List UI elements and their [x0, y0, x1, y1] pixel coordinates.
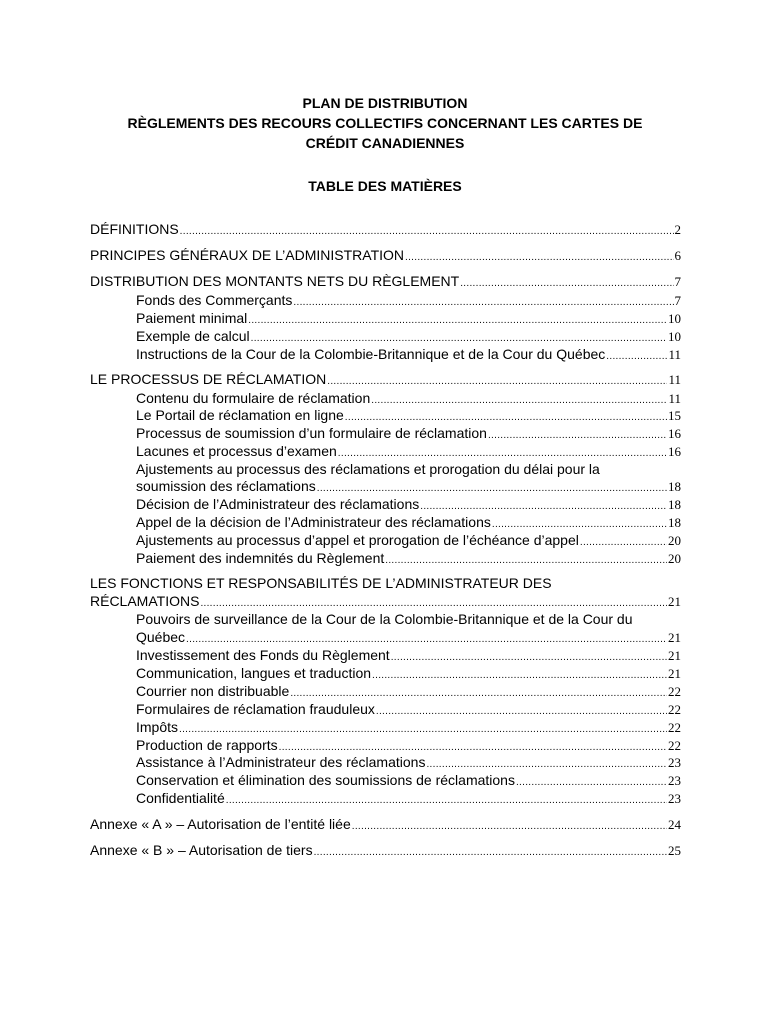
toc-entry-title: Communication, langues et traduction: [136, 665, 372, 681]
toc-entry-title: soumission des réclamations: [136, 478, 316, 494]
toc-entry-annexe-b[interactable]: [90, 841, 681, 862]
toc-page-number: 22: [668, 702, 681, 717]
dot-leader: [180, 223, 674, 241]
toc-entry-title: Fonds des Commerçants: [136, 292, 293, 308]
toc-page-number: 16: [668, 426, 681, 441]
toc-page-number: 25: [668, 843, 681, 858]
toc-subentry[interactable]: [136, 549, 681, 570]
toc-entry-title: Confidentialité: [136, 790, 225, 806]
toc-entry-title: Appel de la décision de l’Administrateur des réclamations: [136, 514, 491, 530]
toc-page-number: 22: [668, 684, 681, 699]
toc-page-number: 22: [668, 738, 681, 753]
toc-page-number: 21: [668, 594, 681, 609]
toc-page-number: 21: [668, 648, 681, 663]
document-title: PLAN DE DISTRIBUTION: [302, 95, 468, 111]
toc-entry-title: Ajustements au processus d’appel et prorogation de l’échéance d’appel: [136, 532, 579, 548]
toc-entry-title: Annexe « A » – Autorisation de l’entité liée: [90, 816, 351, 832]
dot-leader: [606, 348, 667, 366]
toc-entry-annexe-a[interactable]: [90, 815, 681, 836]
toc-page-number: 15: [668, 408, 681, 423]
toc-page-number: 11: [668, 391, 681, 406]
toc-entry-title: Courrier non distribuable: [136, 683, 290, 699]
toc-entry-distribution[interactable]: [90, 272, 681, 293]
dot-leader: [314, 844, 667, 862]
toc-entry-title: Processus de soumission d’un formulaire de réclamation: [136, 425, 487, 441]
toc-page-number: 21: [668, 630, 681, 645]
toc-page-number: 10: [668, 329, 681, 344]
toc-page-number: 21: [668, 666, 681, 681]
toc-entry-title: Annexe « B » – Autorisation de tiers: [90, 842, 313, 858]
toc-entry-title: Impôts: [136, 719, 179, 735]
toc-entry-title: Québec: [136, 629, 186, 645]
toc-page-number: 20: [668, 533, 681, 548]
toc-page-number: 18: [668, 515, 681, 530]
toc-page-number: 23: [668, 773, 681, 788]
toc-page-number: 2: [674, 222, 681, 237]
toc-page-number: 23: [668, 755, 681, 770]
toc-entry-title: Conservation et élimination des soumissions de réclamations: [136, 772, 515, 788]
toc-page-number: 16: [668, 444, 681, 459]
toc-page-number: 18: [668, 497, 681, 512]
toc-subentry-wrapped-line[interactable]: Pouvoirs de surveillance de la Cour de la Colombie-Britannique et de la Cour du: [136, 611, 633, 627]
toc-entry-title: PRINCIPES GÉNÉRAUX DE L’ADMINISTRATION: [90, 247, 405, 263]
toc-entry-fonctions-wrapped-line[interactable]: LES FONCTIONS ET RESPONSABILITÉS DE L’ADMINISTRATEUR DES: [90, 575, 552, 591]
toc-entry-title: Paiement des indemnités du Règlement: [136, 550, 385, 566]
toc-page-number: 7: [674, 274, 681, 289]
document-subtitle-line-2: CRÉDIT CANADIENNES: [305, 135, 465, 151]
toc-entry-title: Exemple de calcul: [136, 328, 250, 344]
toc-entry-title: Production de rapports: [136, 737, 278, 753]
toc-entry-title: Décision de l’Administrateur des réclamations: [136, 496, 420, 512]
toc-page-number: 18: [668, 479, 681, 494]
toc-page-number: 11: [668, 372, 681, 387]
toc-entry-principes[interactable]: [90, 246, 681, 267]
toc-heading: TABLE DES MATIÈRES: [308, 178, 462, 194]
toc-page-number: 11: [668, 347, 681, 362]
document-subtitle-line-1: RÈGLEMENTS DES RECOURS COLLECTIFS CONCERNANT LES CARTES DE: [127, 115, 643, 131]
dot-leader: [385, 552, 667, 570]
toc-page-number: 22: [668, 720, 681, 735]
toc-subentry[interactable]: [136, 345, 681, 366]
toc-page-number: 7: [674, 293, 681, 308]
toc-entry-title: Paiement minimal: [136, 310, 248, 326]
toc-entry-title: Lacunes et processus d’examen: [136, 443, 337, 459]
toc-entry-title: DÉFINITIONS: [90, 221, 179, 237]
toc-entry-title: Instructions de la Cour de la Colombie-Britannique et de la Cour du Québec: [136, 346, 606, 362]
toc-entry-title: RÉCLAMATIONS: [90, 593, 200, 609]
toc-subentry-wrapped-line[interactable]: Ajustements au processus des réclamations et prorogation du délai pour la: [136, 461, 600, 477]
toc-entry-title: Investissement des Fonds du Règlement: [136, 647, 390, 663]
toc-entry-title: Assistance à l’Administrateur des réclamations: [136, 754, 426, 770]
dot-leader: [226, 792, 667, 810]
toc-entry-title: Le Portail de réclamation en ligne: [136, 407, 344, 423]
toc-page-number: 23: [668, 791, 681, 806]
toc-entry-title: DISTRIBUTION DES MONTANTS NETS DU RÈGLEMENT: [90, 273, 460, 289]
toc-entry-title: Contenu du formulaire de réclamation: [136, 390, 371, 406]
toc-page-number: 24: [668, 817, 681, 832]
toc-entry-processus[interactable]: [90, 370, 681, 391]
toc-page-number: 10: [668, 311, 681, 326]
toc-subentry[interactable]: [136, 789, 681, 810]
toc-entry-definitions[interactable]: [90, 220, 681, 241]
dot-leader: [352, 818, 667, 836]
toc-page-number: 6: [674, 248, 681, 263]
toc-entry-title: LE PROCESSUS DE RÉCLAMATION: [90, 371, 327, 387]
toc-entry-title: Formulaires de réclamation frauduleux: [136, 701, 375, 717]
toc-page-number: 20: [668, 551, 681, 566]
dot-leader: [405, 249, 673, 267]
